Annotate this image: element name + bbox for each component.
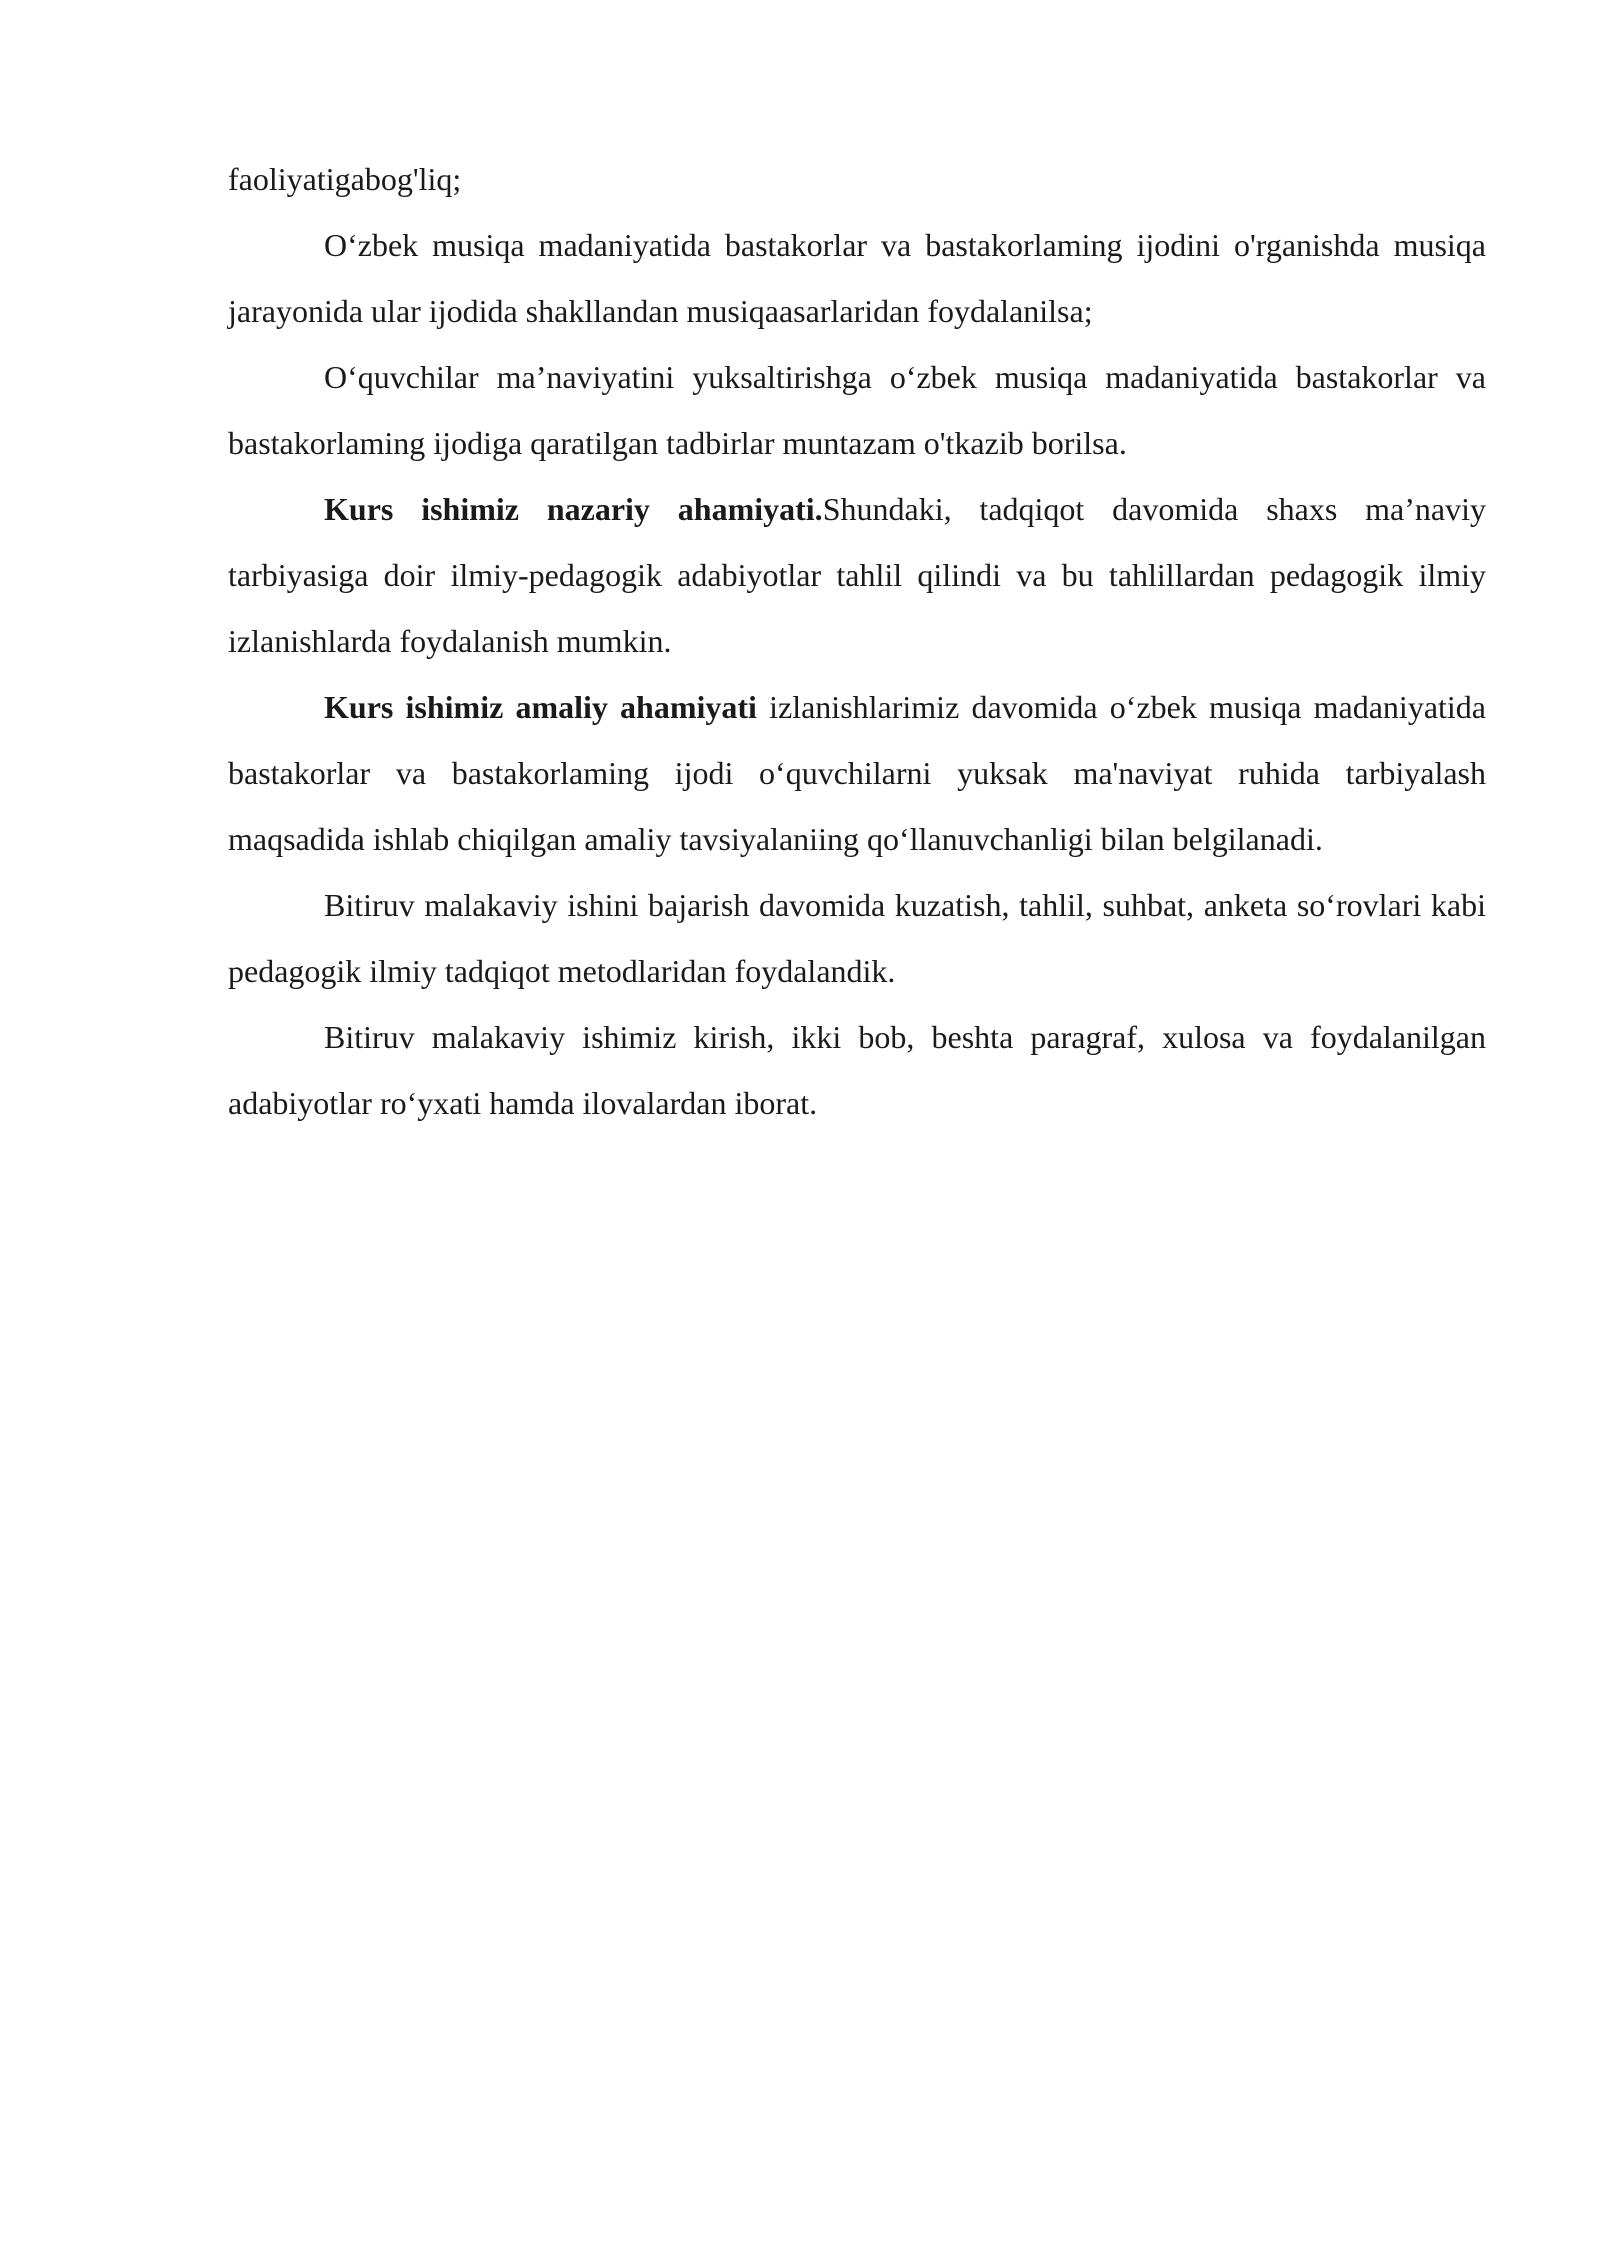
paragraph-structure	[228, 1004, 1486, 1136]
paragraph-hypothesis-2	[228, 344, 1486, 476]
paragraph-methods	[228, 872, 1486, 1004]
paragraph-text: faoliyatigabog'liq;	[228, 161, 462, 197]
paragraph-text: izlanishlarimiz davomida o‘zbek musiqa madaniyatida bastakorlar va bastakorlaming ijodi o‘quvchilarni yuksak ma'naviyat ruhida tarbiyalash maqsadida ishlab chiqilgan amaliy tavsiyalaniing qo‘llanuvchanligi bilan belgilanadi.	[228, 689, 1487, 857]
paragraph-continuation	[228, 146, 1486, 212]
paragraph-heading: Kurs ishimiz amaliy ahamiyati	[324, 689, 757, 725]
paragraph-theoretical-significance	[228, 476, 1486, 674]
paragraph-heading: Kurs ishimiz nazariy ahamiyati.	[324, 491, 823, 527]
paragraph-text: Bitiruv malakaviy ishimiz kirish, ikki bob, beshta paragraf, xulosa va foydalanilgan adabiyotlar ro‘yxati hamda ilovalardan iborat.	[228, 1019, 1486, 1121]
document-page	[228, 146, 1486, 1136]
paragraph-practical-significance	[228, 674, 1486, 872]
paragraph-text: O‘zbek musiqa madaniyatida bastakorlar va bastakorlaming ijodini o'rganishda musiqa jarayonida ular ijodida shakllandan musiqaasarlaridan foydalanilsa;	[228, 227, 1486, 329]
paragraph-hypothesis-1	[228, 212, 1486, 344]
paragraph-text: Shundaki, tadqiqot davomida shaxs ma’naviy tarbiyasiga doir ilmiy-pedagogik adabiyotlar tahlil qilindi va bu tahlillardan pedagogik ilmiy izlanishlarda foydalanish mumkin.	[228, 491, 1487, 659]
paragraph-text: Bitiruv malakaviy ishini bajarish davomida kuzatish, tahlil, suhbat, anketa so‘rovlari kabi pedagogik ilmiy tadqiqot metodlaridan foydalandik.	[228, 887, 1486, 989]
paragraph-text: O‘quvchilar ma’naviyatini yuksaltirishga o‘zbek musiqa madaniyatida bastakorlar va bastakorlaming ijodiga qaratilgan tadbirlar muntazam o'tkazib borilsa.	[228, 359, 1486, 461]
